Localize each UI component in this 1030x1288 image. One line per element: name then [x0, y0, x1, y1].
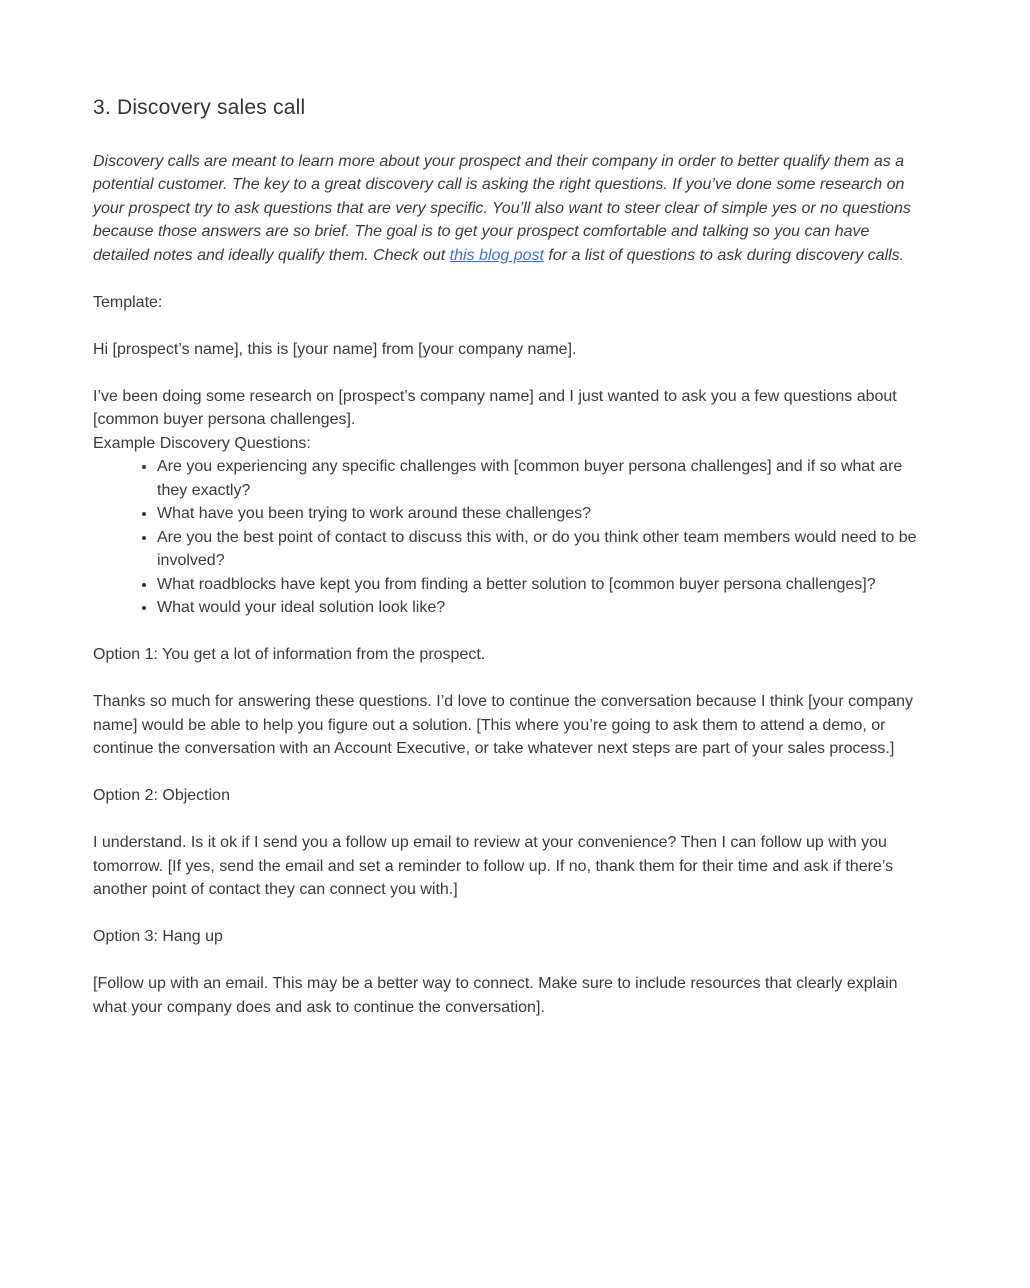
option2-body: I understand. Is it ok if I send you a follow up email to review at your convenience? Then I can follow up with you tomorrow. [If yes, send the email and set a reminder to follow up. If no, thank them for their time and ask if there’s another point of contact they can connect you with.]	[93, 834, 894, 898]
document-content	[93, 96, 925, 1019]
questions-label: Example Discovery Questions:	[93, 434, 311, 452]
intro-paragraph	[93, 150, 925, 268]
option1-body: Thanks so much for answering these questions. I’d love to continue the conversation because I think [your company name] would be able to help you figure out a solution. [This where you’re going to ask them to attend a demo, or continue the conversation with an Account Executive, or take whatever next steps are part of your sales process.]	[93, 693, 914, 757]
discovery-question: • What have you been trying to work around these challenges?	[157, 502, 925, 526]
blog-post-link[interactable]: this blog post	[449, 246, 544, 264]
research-paragraph: I’ve been doing some research on [prospect’s company name] and I just wanted to ask you a few questions about [common buyer persona challenges].	[93, 387, 897, 428]
option1-label: Option 1: You get a lot of information from the prospect.	[93, 646, 486, 663]
discovery-question: • What roadblocks have kept you from finding a better solution to [common buyer persona challenges]?	[157, 573, 925, 597]
discovery-questions-list	[93, 455, 925, 620]
discovery-question: • Are you the best point of contact to discuss this with, or do you think other team members would need to be involved?	[157, 526, 925, 573]
discovery-question: • Are you experiencing any specific challenges with [common buyer persona challenges] and if so what are they exactly?	[157, 455, 925, 502]
option3-label: Option 3: Hang up	[93, 928, 223, 945]
template-label: Template:	[93, 293, 163, 311]
discovery-question: • What would your ideal solution look like?	[157, 596, 925, 620]
section-heading: 3. Discovery sales call	[93, 96, 306, 119]
greeting-line: Hi [prospect’s name], this is [your name] from [your company name].	[93, 340, 577, 358]
option3-body: [Follow up with an email. This may be a better way to connect. Make sure to include resources that clearly explain what your company does and ask to continue the conversation].	[93, 975, 898, 1016]
intro-text-before-link: Discovery calls are meant to learn more about your prospect and their company in order to better qualify them as a potential customer. The key to a great discovery call is asking the right questions. If you’ve done some research on your prospect try to ask questions that are very specific. You’ll also want to steer clear of simple yes or no questions because those answers are so brief. The goal is to get your prospect comfortable and talking so you can have detailed notes and ideally qualify them. Check out	[93, 152, 911, 264]
intro-text-after-link: for a list of questions to ask during discovery calls.	[543, 246, 905, 264]
option2-label: Option 2: Objection	[93, 787, 230, 804]
